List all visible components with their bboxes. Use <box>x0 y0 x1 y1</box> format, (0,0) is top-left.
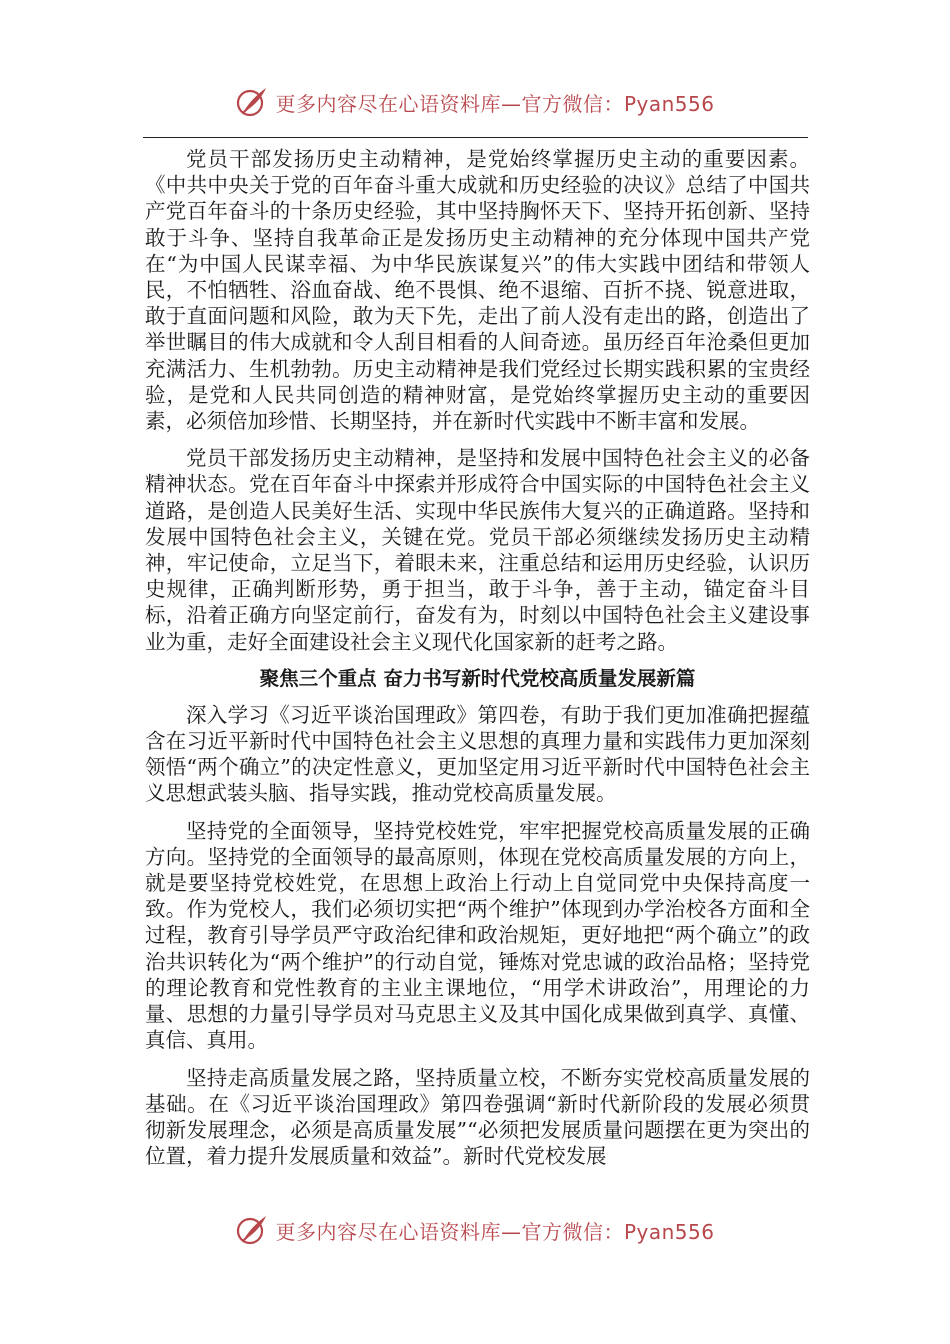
footer-banner <box>0 1206 950 1254</box>
header-divider <box>143 137 808 138</box>
quill-pen-logo-icon <box>235 1213 269 1247</box>
header-banner <box>0 78 950 126</box>
body-paragraph: 深入学习《习近平谈治国理政》第四卷，有助于我们更加准确把握蕴含在习近平新时代中国特色社会主义思想的真理力量和实践伟力更加深刻领悟“两个确立”的决定性意义，更加坚定用习近平新时代中国特色社会主义思想武装头脑、指导实践，推动党校高质量发展。 <box>145 702 810 806</box>
header-banner-text: 更多内容尽在心语资料库—官方微信：Pyan556 <box>275 91 715 116</box>
body-paragraph: 坚持党的全面领导，坚持党校姓党，牢牢把握党校高质量发展的正确方向。坚持党的全面领导的最高原则，体现在党校高质量发展的方向上，就是要坚持党校姓党，在思想上政治上行动上自觉同党中央保持高度一致。作为党校人，我们必须切实把“两个维护”体现到办学治校各方面和全过程，教育引导学员严守政治纪律和政治规矩，更好地把“两个确立”的政治共识转化为“两个维护”的行动自觉，锤炼对党忠诚的政治品格；坚持党的理论教育和党性教育的主业主课地位，“用学术讲政治”，用理论的力量、思想的力量引导学员对马克思主义及其中国化成果做到真学、真懂、真信、真用。 <box>145 818 810 1053</box>
footer-banner-text: 更多内容尽在心语资料库—官方微信：Pyan556 <box>275 1219 715 1244</box>
body-paragraph: 党员干部发扬历史主动精神，是坚持和发展中国特色社会主义的必备精神状态。党在百年奋斗中探索并形成符合中国实际的中国特色社会主义道路，是创造人民美好生活、实现中华民族伟大复兴的正确道路。坚持和发展中国特色社会主义，关键在党。党员干部必须继续发扬历史主动精神，牢记使命，立足当下，着眼未来，注重总结和运用历史经验，认识历史规律，正确判断形势，勇于担当，敢于斗争，善于主动，锚定奋斗目标，沿着正确方向坚定前行，奋发有为，时刻以中国特色社会主义建设事业为重，走好全面建设社会主义现代化国家新的赶考之路。 <box>145 446 810 654</box>
section-heading: 聚焦三个重点 奋力书写新时代党校高质量发展新篇 <box>259 666 696 690</box>
document-body <box>145 146 810 1180</box>
body-paragraph: 坚持走高质量发展之路，坚持质量立校，不断夯实党校高质量发展的基础。在《习近平谈治国理政》第四卷强调“新时代新阶段的发展必须贯彻新发展理念，必须是高质量发展”“必须把发展质量问题摆在更为突出的位置，着力提升发展质量和效益”。新时代党校发展 <box>145 1065 810 1169</box>
body-paragraph: 党员干部发扬历史主动精神，是党始终掌握历史主动的重要因素。《中共中央关于党的百年奋斗重大成就和历史经验的决议》总结了中国共产党百年奋斗的十条历史经验，其中坚持胸怀天下、坚持开拓创新、坚持敢于斗争、坚持自我革命正是发扬历史主动精神的充分体现中国共产党在“为中国人民谋幸福、为中华民族谋复兴”的伟大实践中团结和带领人民，不怕牺牲、浴血奋战、绝不畏惧、绝不退缩、百折不挠、锐意进取，敢于直面问题和风险，敢为天下先，走出了前人没有走出的路，创造出了举世瞩目的伟大成就和令人刮目相看的人间奇迹。虽历经百年沧桑但更加充满活力、生机勃勃。历史主动精神是我们党经过长期实践积累的宝贵经验，是党和人民共同创造的精神财富，是党始终掌握历史主动的重要因素，必须倍加珍惜、长期坚持，并在新时代实践中不断丰富和发展。 <box>145 147 810 434</box>
quill-pen-logo-icon <box>235 85 269 119</box>
